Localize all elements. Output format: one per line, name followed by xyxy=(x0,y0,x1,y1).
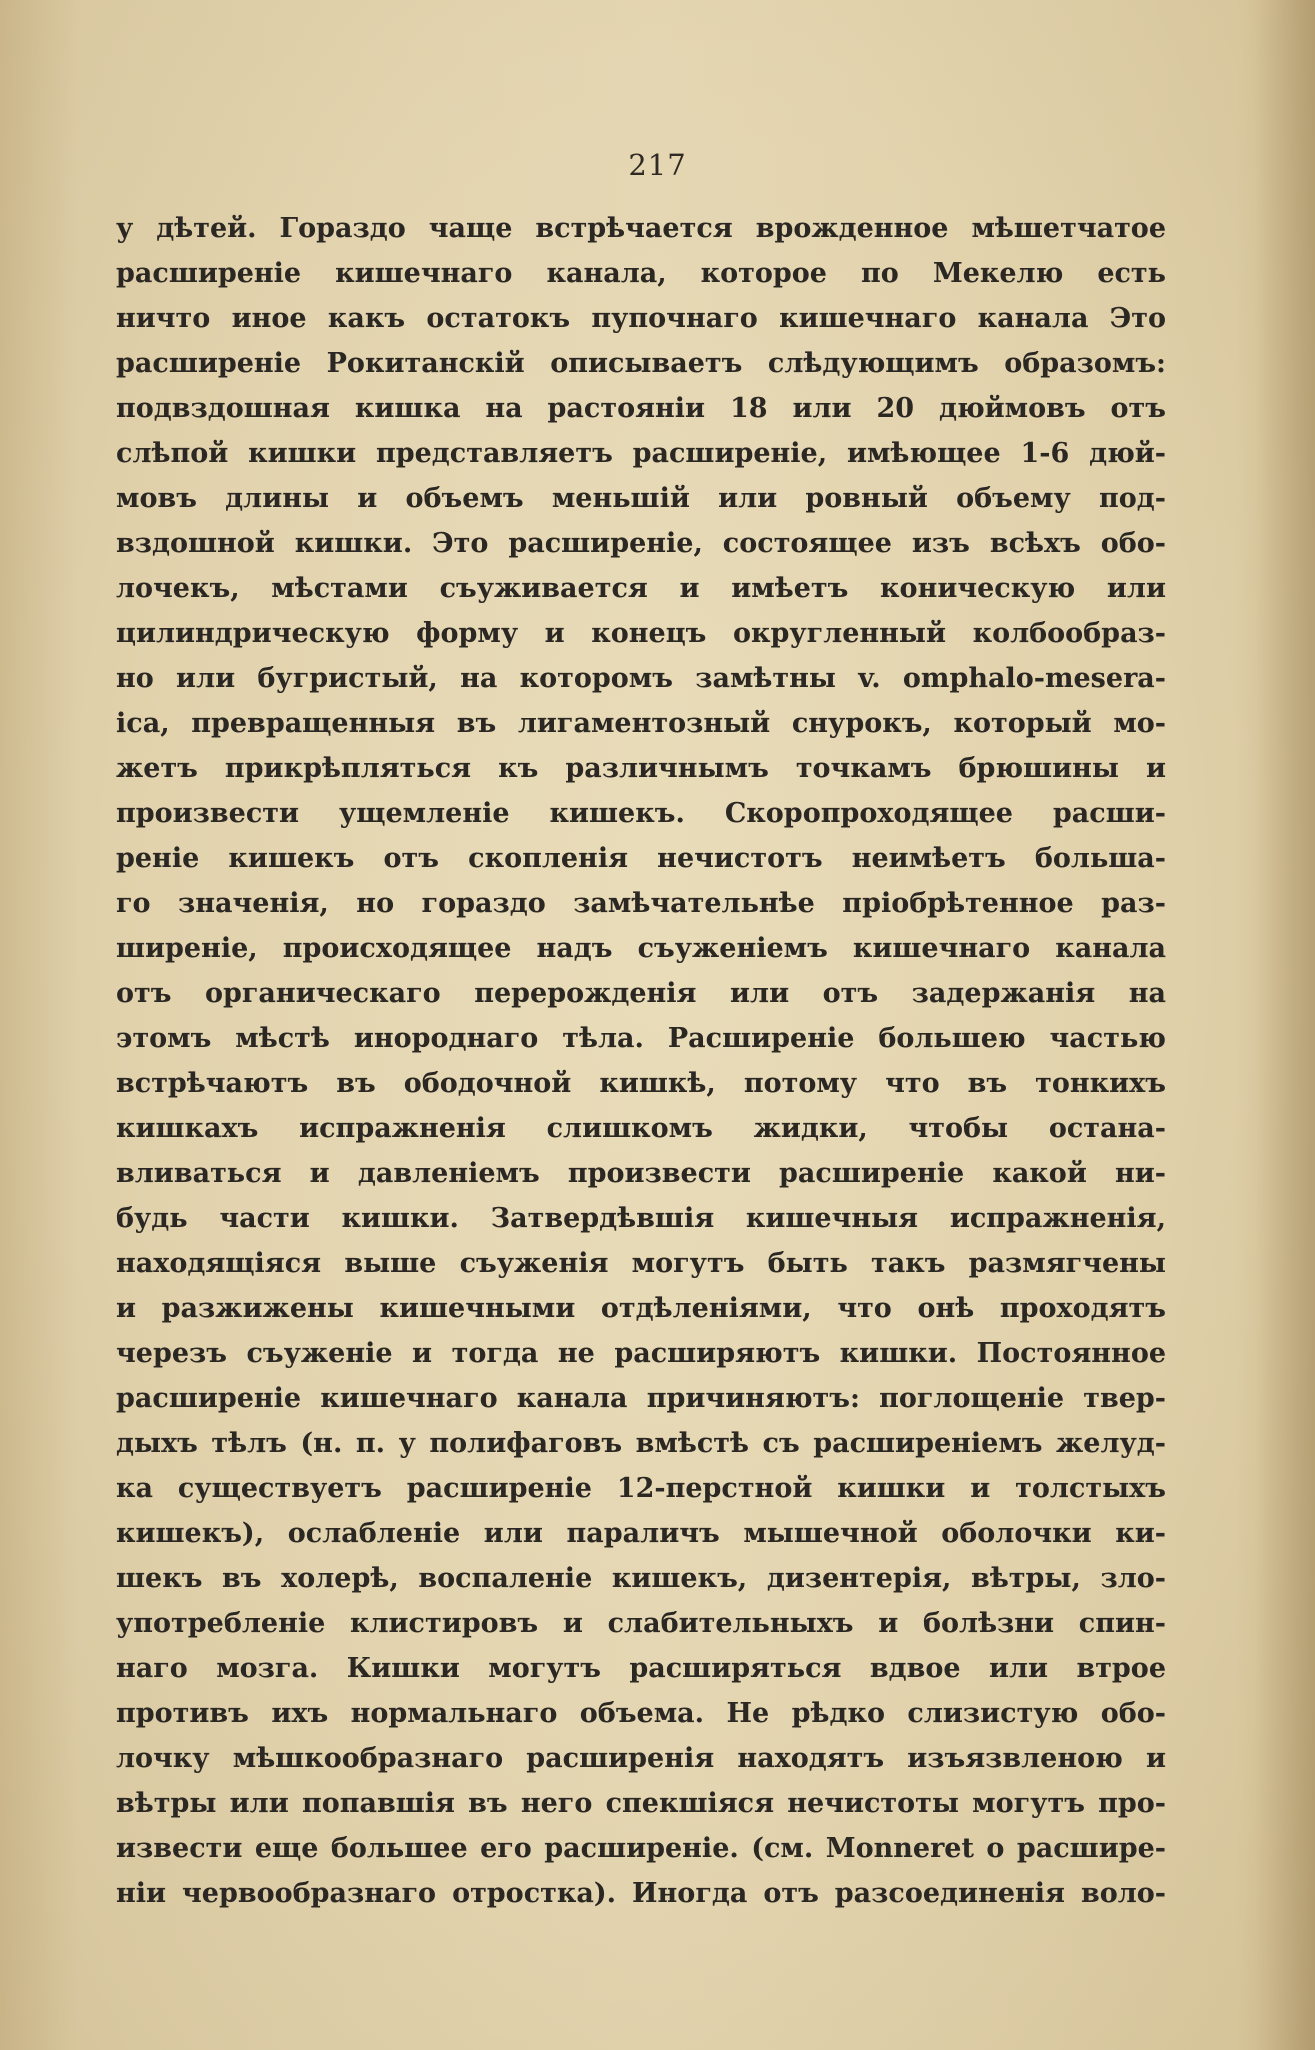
text-line: встрѣчаютъ въ ободочной кишкѣ, потому что въ тонкихъ xyxy=(116,1068,1166,1099)
text-line: находящіяся выше съуженія могутъ быть такъ размягчены xyxy=(116,1248,1166,1279)
text-line: будь части кишки. Затвердѣвшія кишечныя испражненія, xyxy=(116,1203,1166,1234)
text-line: кишекъ), ослабленіе или параличъ мышечной оболочки ки- xyxy=(116,1518,1166,1549)
page-number: 217 xyxy=(628,148,687,182)
text-line: расширеніе Рокитанскій описываетъ слѣдующимъ образомъ: xyxy=(116,348,1166,379)
text-line: слѣпой кишки представляетъ расширеніе, имѣющее 1-6 дюй- xyxy=(116,438,1166,469)
text-line: отъ органическаго перерожденія или отъ задержанія на xyxy=(116,978,1166,1009)
text-line: и разжижены кишечными отдѣленіями, что онѣ проходятъ xyxy=(116,1293,1166,1324)
text-line: го значенія, но гораздо замѣчательнѣе пріобрѣтенное раз- xyxy=(116,888,1166,919)
text-line: вздошной кишки. Это расширеніе, состоящее изъ всѣхъ обо- xyxy=(116,528,1166,559)
text-line: мовъ длины и объемъ меньшій или ровный объему под- xyxy=(116,483,1166,514)
text-line: черезъ съуженіе и тогда не расширяютъ кишки. Постоянное xyxy=(116,1338,1166,1369)
text-line: кишкахъ испражненія слишкомъ жидки, чтобы остана- xyxy=(116,1113,1166,1144)
page-edge-shadow xyxy=(1255,0,1315,2050)
text-line: вливаться и давленіемъ произвести расширеніе какой ни- xyxy=(116,1158,1166,1189)
text-line: извести еще большее его расширеніе. (см. Monneret о расшире- xyxy=(116,1833,1166,1864)
text-line: лочекъ, мѣстами съуживается и имѣетъ коническую или xyxy=(116,573,1166,604)
page-text-body xyxy=(116,206,1166,1916)
text-line: ширеніе, происходящее надъ съуженіемъ кишечнаго канала xyxy=(116,933,1166,964)
text-line: употребленіе клистировъ и слабительныхъ и болѣзни спин- xyxy=(116,1608,1166,1639)
text-line: расширеніе кишечнаго канала, которое по Мекелю есть xyxy=(116,258,1166,289)
text-line: цилиндрическую форму и конецъ округленный колбообраз- xyxy=(116,618,1166,649)
text-line: ніи червообразнаго отростка). Иногда отъ разсоединенія воло- xyxy=(116,1878,1166,1909)
text-line: наго мозга. Кишки могутъ расширяться вдвое или втрое xyxy=(116,1653,1166,1684)
text-line: этомъ мѣстѣ инороднаго тѣла. Расширеніе большею частью xyxy=(116,1023,1166,1054)
text-line: подвздошная кишка на растояніи 18 или 20 дюймовъ отъ xyxy=(116,393,1166,424)
text-line: лочку мѣшкообразнаго расширенія находятъ изъязвленою и xyxy=(116,1743,1166,1774)
text-line: ка существуетъ расширеніе 12-перстной кишки и толстыхъ xyxy=(116,1473,1166,1504)
text-line: у дѣтей. Гораздо чаще встрѣчается врожденное мѣшетчатое xyxy=(116,213,1166,244)
text-line: но или бугристый, на которомъ замѣтны v. omphalo-mesera- xyxy=(116,663,1166,694)
text-line: ничто иное какъ остатокъ пупочнаго кишечнаго канала Это xyxy=(116,303,1166,334)
text-line: ica, превращенныя въ лигаментозный снурокъ, который мо- xyxy=(116,708,1166,739)
text-line: вѣтры или попавшія въ него спекшіяся нечистоты могутъ про- xyxy=(116,1788,1166,1819)
text-line: произвести ущемленіе кишекъ. Скоропроходящее расши- xyxy=(116,798,1166,829)
text-line: противъ ихъ нормальнаго объема. Не рѣдко слизистую обо- xyxy=(116,1698,1166,1729)
text-line: шекъ въ холерѣ, воспаленіе кишекъ, дизентерія, вѣтры, зло- xyxy=(116,1563,1166,1594)
text-line: расширеніе кишечнаго канала причиняютъ: поглощеніе твер- xyxy=(116,1383,1166,1414)
text-line: жетъ прикрѣпляться къ различнымъ точкамъ брюшины и xyxy=(116,753,1166,784)
text-line: реніе кишекъ отъ скопленія нечистотъ неимѣетъ большa- xyxy=(116,843,1166,874)
text-line: дыхъ тѣлъ (н. п. у полифаговъ вмѣстѣ съ расширеніемъ желуд- xyxy=(116,1428,1166,1459)
